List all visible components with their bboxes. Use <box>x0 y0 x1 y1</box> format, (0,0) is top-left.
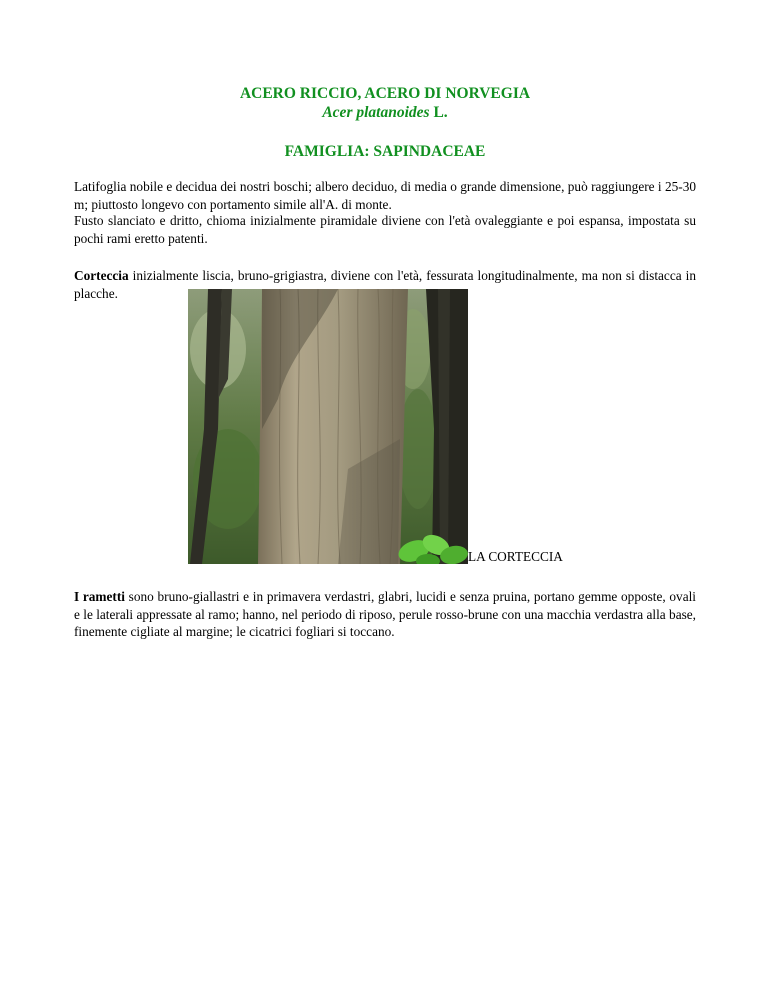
bark-text: inizialmente liscia, bruno-grigiastra, diviene con l'età, fessurata longitudinalmente, ma non si distacca in placche. <box>74 268 696 301</box>
page-title: ACERO RICCIO, ACERO DI NORVEGIA <box>239 85 531 102</box>
twigs-paragraph <box>74 588 696 641</box>
bark-lead: Corteccia <box>74 268 129 283</box>
intro-paragraph-1: Latifoglia nobile e decidua dei nostri boschi; albero deciduo, di media o grande dimensione, può raggiungere i 25-30 m; piuttosto longevo con portamento simile all'A. di monte. <box>74 179 696 212</box>
intro-paragraph-2: Fusto slanciato e dritto, chioma inizialmente piramidale diviene con l'età ovaleggiante e poi espansa, impostata su pochi rami eretto patenti. <box>74 213 696 246</box>
twigs-lead: I rametti <box>74 589 125 604</box>
scientific-name <box>74 104 696 122</box>
scientific-name-italic: Acer platanoides <box>322 104 430 121</box>
author-abbrev: L. <box>429 104 448 121</box>
bark-photo <box>188 289 468 564</box>
twigs-text: sono bruno-giallastri e in primavera verdastri, glabri, lucidi e senza pruina, portano gemme opposte, ovali e le laterali appressate al ramo; hanno, nel periodo di riposo, perule rosso-brune con una macchia verdastra alla base, finemente cigliate al margine; le cicatrici fogliari si toccano. <box>74 589 697 639</box>
bark-photo-illustration <box>188 289 468 564</box>
photo-caption: LA CORTECCIA <box>468 549 563 564</box>
family-heading: FAMIGLIA: SAPINDACEAE <box>284 143 486 160</box>
